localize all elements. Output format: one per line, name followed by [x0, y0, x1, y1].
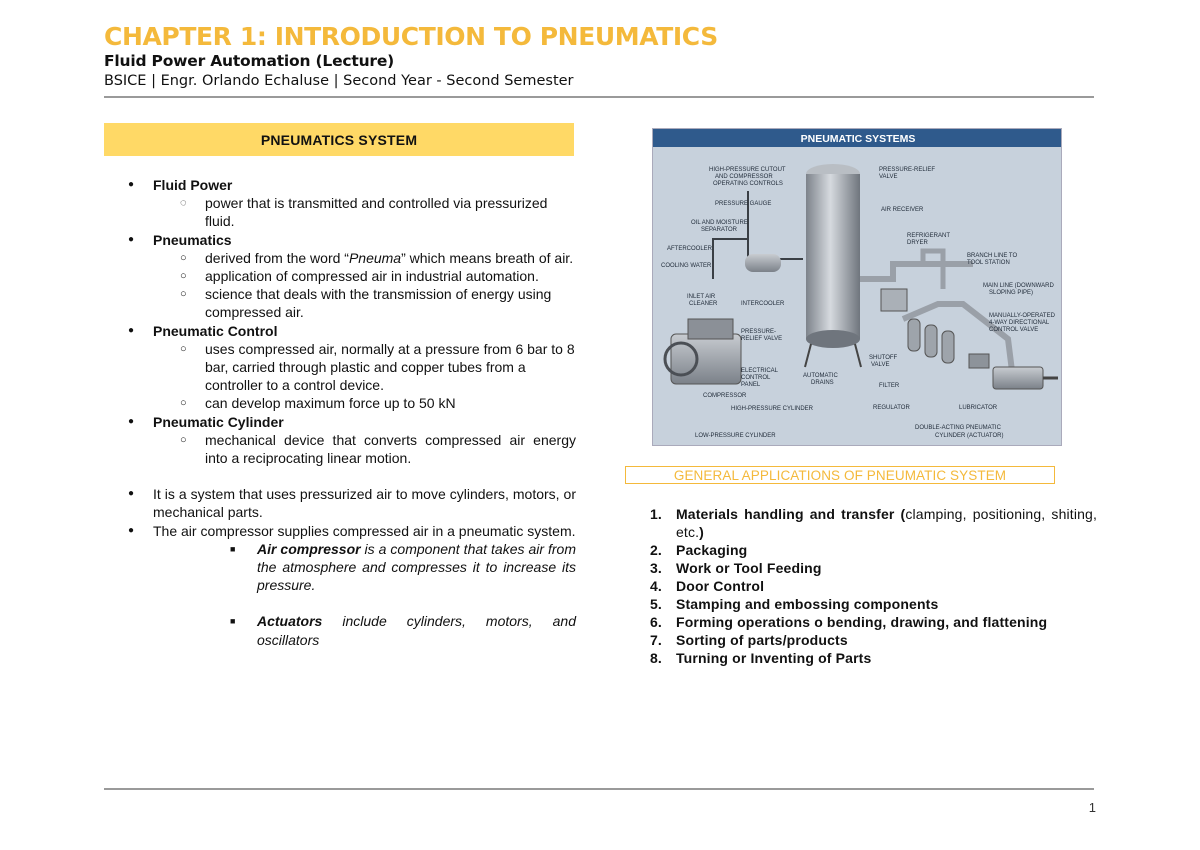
diagram-svg [653, 129, 1062, 446]
item-close: ) [699, 524, 704, 540]
aftercooler-unit [745, 254, 781, 272]
label-pressure-gauge: PRESSURE GAUGE [715, 201, 772, 207]
component-air-compressor [104, 540, 576, 595]
item-number: 2. [650, 542, 662, 558]
chapter-title: CHAPTER 1: INTRODUCTION TO PNEUMATICS [104, 22, 718, 51]
term-fluid-power: ● Fluid Power [104, 176, 576, 194]
item-label: Turning or Inventing of Parts [676, 650, 872, 666]
label-directional-valve: MANUALLY-OPERATED [989, 313, 1055, 319]
refrigerant-dryer [881, 289, 907, 311]
application-item [650, 613, 1097, 631]
item-number: 3. [650, 560, 662, 576]
component-actuators [104, 612, 576, 648]
label-oil-separator: SEPARATOR [701, 227, 738, 233]
page-number: 1 [1088, 800, 1096, 815]
item-label: Sorting of parts/products [676, 632, 848, 648]
definitions-column [104, 176, 576, 649]
etymology-post: ” which means breath of air. [401, 249, 574, 266]
item-label: Forming operations o bending, drawing, and flattening [676, 614, 1048, 630]
etymology-pre: derived from the word “ [205, 249, 349, 266]
label-filter: FILTER [879, 383, 900, 389]
label-auto-drains: AUTOMATIC [803, 373, 838, 379]
label-cooling-water: COOLING WATER [661, 263, 712, 269]
lubricator-bowl [942, 331, 954, 363]
label-inlet-cleaner: CLEANER [689, 301, 718, 307]
item-number: 5. [650, 596, 662, 612]
label-hp-cutout: AND COMPRESSOR [715, 174, 773, 180]
cylinder-definition: ○ mechanical device that converts compressed air energy into a reciprocating linear motion. [104, 431, 576, 467]
item-label: Door Control [676, 578, 765, 594]
label-branch-line: BRANCH LINE TO [967, 253, 1018, 259]
filter-bowl [908, 319, 920, 351]
label-hp-cylinder: HIGH-PRESSURE CYLINDER [731, 406, 814, 412]
compressor-unit [671, 334, 741, 384]
system-note-2: ● The air compressor supplies compressed air in a pneumatic system. [104, 522, 576, 540]
item-label: Stamping and embossing components [676, 596, 939, 612]
component-desc: include cylinders, motors, and oscillators [257, 613, 576, 648]
label-refrigerant-dryer: DRYER [907, 240, 928, 246]
item-note: clamping, positioning, shiting, etc. [676, 506, 1097, 540]
document-header [104, 22, 1094, 91]
control-pressure-info: ○ uses compressed air, normally at a pressure from 6 bar to 8 bar, carried through plastic and copper tubes from a controller to a control device. [104, 340, 576, 395]
application-item [650, 505, 1097, 541]
section-banner: PNEUMATICS SYSTEM [104, 123, 574, 156]
application-item [650, 541, 1097, 559]
compressor-head [688, 319, 733, 339]
pneumatic-systems-diagram [652, 128, 1062, 446]
label-electrical-panel: CONTROL [741, 375, 771, 381]
item-number: 7. [650, 632, 662, 648]
system-note-1: ● It is a system that uses pressurized air to move cylinders, motors, or mechanical parts. [104, 485, 576, 521]
label-double-acting-cylinder: DOUBLE-ACTING PNEUMATIC [915, 425, 1001, 431]
application-item [650, 595, 1097, 613]
label-inlet-cleaner: INLET AIR [687, 294, 716, 300]
label-shutoff-valve: VALVE [871, 362, 890, 368]
label-lp-cylinder: LOW-PRESSURE CYLINDER [695, 433, 776, 439]
item-number: 6. [650, 614, 662, 630]
label-air-receiver: AIR RECEIVER [881, 207, 924, 213]
receiver-bottom [806, 330, 860, 348]
pneumatics-science: ○ science that deals with the transmission of energy using compressed air. [104, 285, 576, 321]
course-title: Fluid Power Automation (Lecture) [104, 52, 395, 70]
label-electrical-panel: PANEL [741, 382, 761, 388]
fluid-power-definition: ◌ power that is transmitted and controlled via pressurized fluid. [104, 194, 576, 230]
pneumatic-cylinder [993, 367, 1043, 389]
label-lubricator: LUBRICATOR [959, 405, 998, 411]
component-desc: is a component that takes air from the atmosphere and compresses it to increase its pressure. [257, 540, 576, 594]
item-label: Packaging [676, 542, 748, 558]
application-item [650, 649, 1097, 667]
label-main-line: SLOPING PIPE) [989, 290, 1034, 296]
regulator-bowl [925, 325, 937, 357]
item-number: 1. [650, 506, 662, 522]
item-label: Materials handling and transfer ( [676, 506, 906, 522]
header-divider [104, 96, 1094, 98]
component-name: Air compressor [257, 540, 361, 557]
label-directional-valve: 4-WAY DIRECTIONAL [989, 320, 1050, 326]
application-item [650, 559, 1097, 577]
label-directional-valve: CONTROL VALVE [989, 327, 1039, 333]
air-receiver-tank [806, 174, 860, 339]
footer-divider [104, 788, 1094, 790]
pneumatics-etymology [104, 249, 576, 267]
item-number: 8. [650, 650, 662, 666]
label-branch-line: TOOL STATION [967, 260, 1010, 266]
applications-list [650, 505, 1097, 667]
pneumatics-application: ○ application of compressed air in industrial automation. [104, 267, 576, 285]
label-hp-cutout: HIGH-PRESSURE CUTOUT [709, 167, 786, 173]
control-force-info: ○ can develop maximum force up to 50 kN [104, 394, 576, 412]
label-compressor: COMPRESSOR [703, 393, 747, 399]
label-auto-drains: DRAINS [811, 380, 834, 386]
label-intercooler: INTERCOOLER [741, 301, 785, 307]
component-name: Actuators [257, 613, 323, 630]
label-double-acting-cylinder: CYLINDER (ACTUATOR) [935, 433, 1004, 439]
term-pneumatics: ● Pneumatics [104, 231, 576, 249]
label-pressure-relief-right: VALVE [879, 174, 898, 180]
label-hp-cutout: OPERATING CONTROLS [713, 181, 783, 187]
application-item [650, 577, 1097, 595]
directional-valve [969, 354, 989, 368]
item-number: 4. [650, 578, 662, 594]
application-item [650, 631, 1097, 649]
term-pneumatic-control: ● Pneumatic Control [104, 322, 576, 340]
label-refrigerant-dryer: REFRIGERANT [907, 233, 951, 239]
diagram-title: PNEUMATIC SYSTEMS [800, 133, 916, 145]
course-meta: BSICE | Engr. Orlando Echaluse | Second Year - Second Semester [104, 73, 574, 89]
label-electrical-panel: ELECTRICAL [741, 368, 779, 374]
label-pressure-relief-left: PRESSURE- [741, 329, 777, 335]
applications-header: GENERAL APPLICATIONS OF PNEUMATIC SYSTEM [625, 466, 1055, 484]
pneuma-word: Pneuma [348, 249, 402, 266]
label-pressure-relief-left: RELIEF VALVE [741, 336, 783, 342]
label-main-line: MAIN LINE (DOWNWARD [983, 283, 1054, 289]
label-shutoff-valve: SHUTOFF [869, 355, 898, 361]
label-aftercooler: AFTERCOOLER [667, 246, 713, 252]
term-pneumatic-cylinder: ● Pneumatic Cylinder [104, 413, 576, 431]
item-label: Work or Tool Feeding [676, 560, 822, 576]
label-pressure-relief-right: PRESSURE-RELIEF [879, 167, 936, 173]
label-regulator: REGULATOR [873, 405, 910, 411]
label-oil-separator: OIL AND MOISTURE [691, 220, 748, 226]
